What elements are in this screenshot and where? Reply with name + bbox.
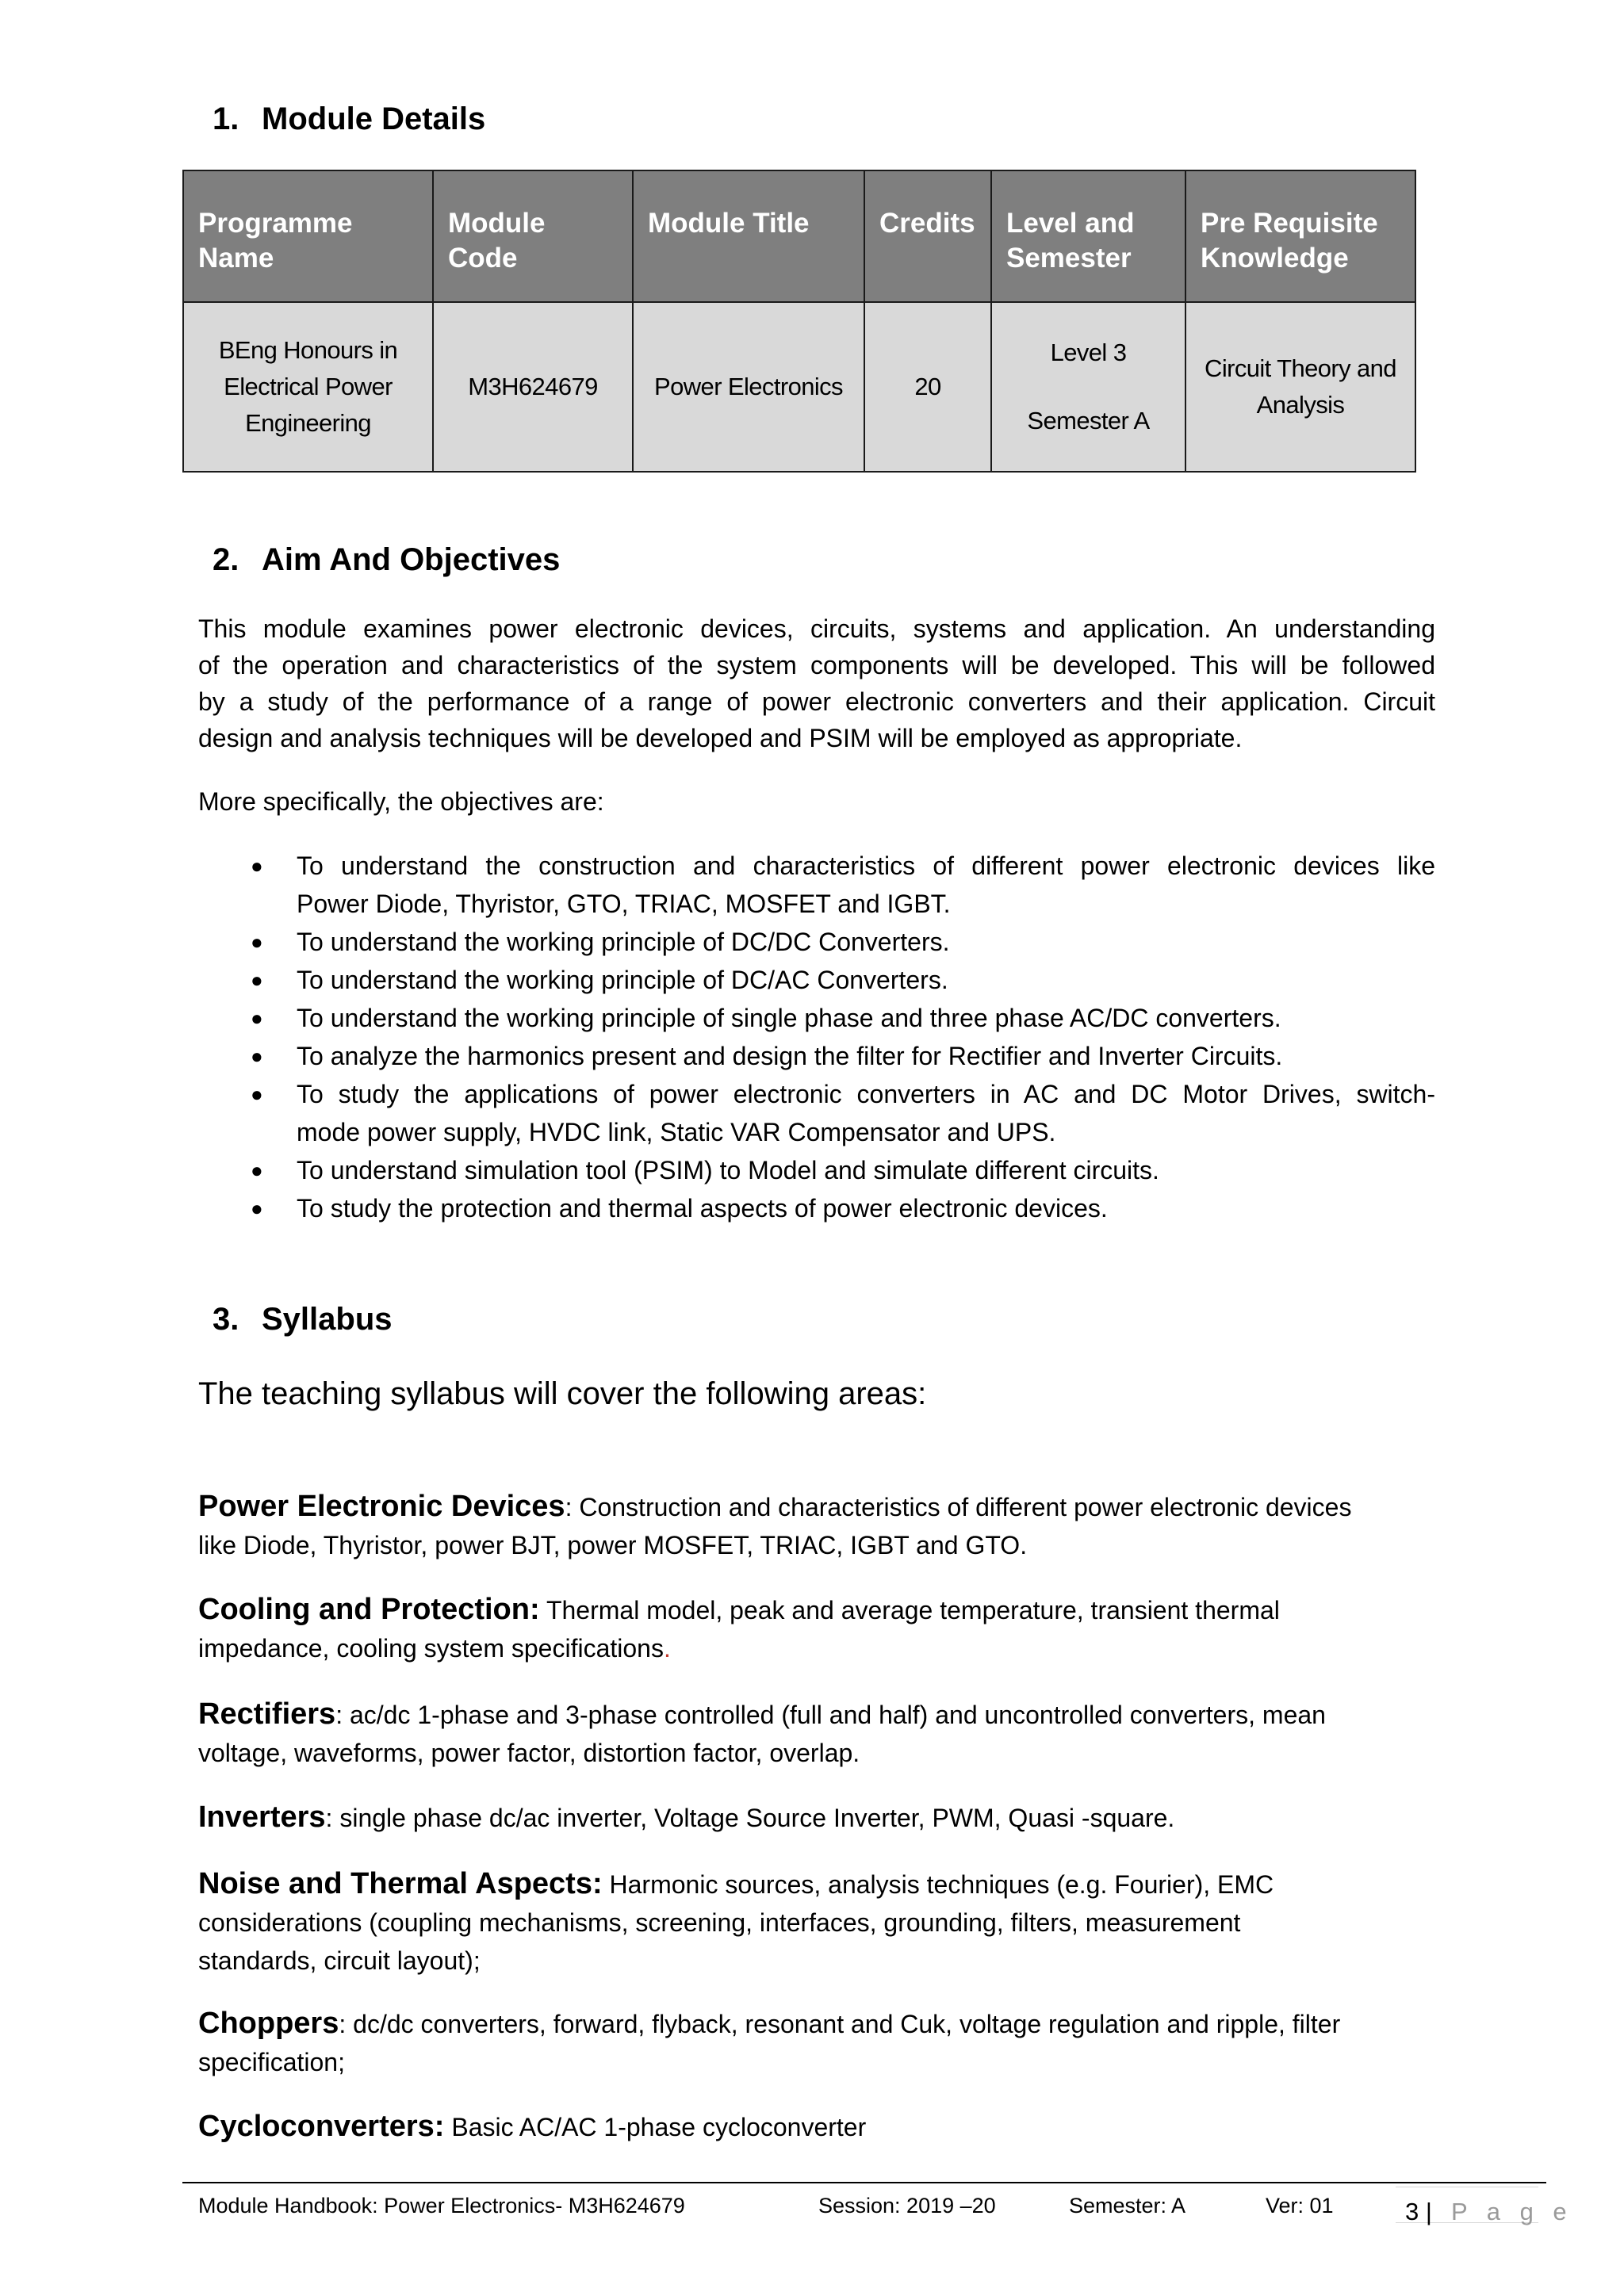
cell-programme-name	[183, 302, 433, 472]
header-module-code: Module Code	[433, 170, 633, 302]
paragraph-line: This module examines power electronic devices, circuits, systems and application. An understanding	[198, 614, 1435, 643]
topic-heading: Choppers	[198, 2007, 339, 2040]
section-heading-syllabus	[213, 1300, 393, 1338]
section-number: 1.	[213, 101, 239, 136]
topic-separator: :	[565, 1493, 573, 1521]
table-header-row	[183, 170, 1415, 302]
topic-heading: Noise and Thermal Aspects:	[198, 1867, 603, 1900]
topic-text: impedance, cooling system specifications	[198, 1634, 664, 1663]
header-module-title: Module Title	[633, 170, 864, 302]
bullet-icon: ●	[251, 1044, 263, 1068]
topic-text: standards, circuit layout);	[198, 1946, 481, 1975]
programme-line: Engineering	[245, 409, 371, 437]
list-item	[198, 1189, 1435, 1227]
bullet-icon: ●	[251, 1006, 263, 1030]
topic-cycloconverters	[198, 2107, 1483, 2146]
section-heading-module-details	[213, 100, 485, 138]
header-prereq-line: Pre Requisite	[1201, 208, 1378, 239]
paragraph-line: of the operation and characteristics of the system components will be developed. This will be followed	[198, 651, 1435, 679]
section-title: Syllabus	[262, 1302, 393, 1337]
objective-line: To understand the working principle of DC/DC Converters.	[297, 928, 950, 956]
bullet-icon: ●	[251, 930, 263, 954]
topic-separator: :	[339, 2010, 347, 2038]
objective-line: To study the applications of power electronic converters in AC and DC Motor Drives, switch-	[297, 1080, 1435, 1108]
footer-session: Session: 2019 –20	[818, 2194, 996, 2218]
objective-line: To understand the working principle of single phase and three phase AC/DC converters.	[297, 1004, 1281, 1032]
list-item	[198, 1037, 1435, 1075]
table-row	[183, 302, 1415, 472]
objectives-intro	[198, 783, 1435, 820]
list-item	[198, 1151, 1435, 1189]
topic-text: Construction and characteristics of different power electronic devices	[572, 1493, 1352, 1521]
list-item	[198, 923, 1435, 961]
paragraph-line: by a study of the performance of a range of power electronic converters and their application. Circuit	[198, 687, 1435, 716]
topic-text: single phase dc/ac inverter, Voltage Source Inverter, PWM, Quasi -square.	[332, 1804, 1175, 1832]
semester-value: Semester A	[1027, 407, 1150, 434]
programme-line: BEng Honours in	[218, 336, 398, 364]
topic-rectifiers	[198, 1695, 1483, 1772]
header-level-line: Level and	[1006, 208, 1135, 239]
bullet-icon: ●	[251, 1196, 263, 1220]
topic-text: Basic AC/AC 1-phase cycloconverter	[444, 2113, 867, 2141]
section-title: Aim And Objectives	[262, 542, 561, 577]
aim-paragraph	[198, 610, 1435, 756]
topic-noise-thermal	[198, 1865, 1483, 1980]
topic-separator: :	[325, 1804, 333, 1832]
objective-line: To study the protection and thermal aspects of power electronic devices.	[297, 1194, 1108, 1223]
prereq-line: Analysis	[1256, 391, 1345, 419]
header-level-semester	[991, 170, 1185, 302]
topic-heading: Cycloconverters:	[198, 2110, 445, 2143]
section-number: 2.	[213, 542, 239, 577]
bullet-icon: ●	[251, 1158, 263, 1182]
topic-choppers	[198, 2004, 1483, 2081]
level-value: Level 3	[1050, 339, 1127, 366]
section-heading-aim	[213, 541, 560, 579]
topic-text: voltage, waveforms, power factor, distortion factor, overlap.	[198, 1739, 860, 1767]
list-item	[198, 961, 1435, 999]
module-details-table	[182, 170, 1416, 473]
topic-text: Harmonic sources, analysis techniques (e.g. Fourier), EMC	[602, 1870, 1274, 1899]
header-semester-line: Semester	[1006, 243, 1132, 274]
cell-level-semester	[991, 302, 1185, 472]
topic-heading: Power Electronic Devices	[198, 1490, 565, 1523]
topic-text: ac/dc 1-phase and 3-phase controlled (full and half) and uncontrolled converters, mean	[343, 1701, 1326, 1729]
bullet-icon: ●	[251, 968, 263, 992]
prereq-line: Circuit Theory and	[1205, 354, 1396, 382]
cell-credits: 20	[864, 302, 991, 472]
topic-separator: :	[335, 1701, 343, 1729]
topic-trailing-period: .	[663, 1634, 671, 1663]
footer-version: Ver: 01	[1266, 2194, 1334, 2218]
topic-inverters	[198, 1798, 1483, 1837]
cell-module-title: Power Electronics	[633, 302, 864, 472]
header-knowledge-line: Knowledge	[1201, 243, 1349, 274]
bullet-icon: ●	[251, 854, 263, 878]
section-number: 3.	[213, 1302, 239, 1337]
footer-rule	[182, 2182, 1546, 2183]
topic-text: considerations (coupling mechanisms, screening, interfaces, grounding, filters, measurement	[198, 1908, 1241, 1937]
topic-cooling-protection	[198, 1590, 1483, 1667]
objective-line: To understand the working principle of DC/AC Converters.	[297, 966, 948, 994]
programme-line: Electrical Power	[224, 373, 393, 400]
topic-heading: Inverters	[198, 1800, 326, 1834]
objective-line: mode power supply, HVDC link, Static VAR Compensator and UPS.	[297, 1118, 1056, 1146]
header-programme-name: Programme Name	[183, 170, 433, 302]
footer-handbook: Module Handbook: Power Electronics- M3H624679	[198, 2194, 685, 2218]
topic-text: specification;	[198, 2048, 345, 2076]
paragraph-line: design and analysis techniques will be developed and PSIM will be employed as appropriate.	[198, 724, 1243, 752]
list-item	[198, 999, 1435, 1037]
page-number: 3 |	[1405, 2198, 1432, 2225]
objective-line: To understand the construction and characteristics of different power electronic devices like	[297, 851, 1435, 880]
topic-text: dc/dc converters, forward, flyback, resonant and Cuk, voltage regulation and ripple, filter	[346, 2010, 1341, 2038]
header-credits: Credits	[864, 170, 991, 302]
topic-power-electronic-devices	[198, 1487, 1483, 1564]
objectives-list	[198, 847, 1435, 1227]
list-item	[198, 1075, 1435, 1151]
objective-line: To understand simulation tool (PSIM) to Model and simulate different circuits.	[297, 1156, 1159, 1184]
section-title: Module Details	[262, 101, 486, 136]
topic-heading: Cooling and Protection:	[198, 1593, 540, 1626]
cell-module-code: M3H624679	[433, 302, 633, 472]
page-label: P a g e	[1451, 2198, 1573, 2225]
objective-line: Power Diode, Thyristor, GTO, TRIAC, MOSFET and IGBT.	[297, 890, 951, 918]
header-prerequisite	[1185, 170, 1415, 302]
footer-semester: Semester: A	[1069, 2194, 1186, 2218]
topic-heading: Rectifiers	[198, 1697, 336, 1731]
objectives-intro-text: More specifically, the objectives are:	[198, 787, 604, 816]
syllabus-intro: The teaching syllabus will cover the following areas:	[198, 1376, 927, 1411]
topic-text: like Diode, Thyristor, power BJT, power MOSFET, TRIAC, IGBT and GTO.	[198, 1531, 1028, 1559]
cell-prerequisite	[1185, 302, 1415, 472]
topic-text: Thermal model, peak and average temperature, transient thermal	[539, 1596, 1280, 1624]
bullet-icon: ●	[251, 1082, 263, 1106]
objective-line: To analyze the harmonics present and design the filter for Rectifier and Inverter Circuits.	[297, 1042, 1283, 1070]
list-item	[198, 847, 1435, 923]
